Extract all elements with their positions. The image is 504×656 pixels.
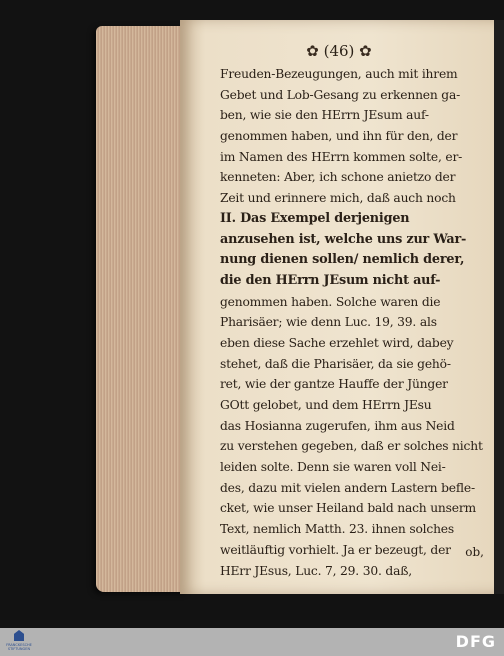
text-line: kenneten: Aber, ich schone anietzo der <box>220 170 456 185</box>
building-icon <box>14 630 24 641</box>
text-line: GOtt gelobet, und dem HErrn JEsu <box>220 398 432 412</box>
text-line: II. Das Exempel derjenigen <box>220 210 410 226</box>
text-line: nung dienen sollen/ nemlich derer, <box>220 252 465 268</box>
text-line: Text, nemlich Matth. 23. ihnen solches <box>220 522 454 537</box>
text-line: im Namen des HErrn kommen solte, er- <box>220 149 463 164</box>
text-line: eben diese Sache erzehlet wird, dabey <box>220 335 454 350</box>
text-line: ret, wie der gantze Hauffe der Jünger <box>220 377 448 392</box>
page-header <box>180 42 498 60</box>
text-line: die den HErrn JEsum nicht auf- <box>220 272 441 288</box>
library-logo[interactable] <box>6 630 32 654</box>
fleuron-icon: ✿ <box>306 42 319 60</box>
text-line: cket, wie unser Heiland bald nach unserm <box>220 501 476 516</box>
text-line: stehet, daß die Pharisäer, da sie gehö- <box>220 356 451 371</box>
page-number: (46) <box>323 42 355 60</box>
library-logo-text: FRANCKESCHE STIFTUNGEN <box>6 643 32 651</box>
text-line: genommen haben. Solche waren die <box>220 294 441 309</box>
text-line: Zeit und erinnere mich, daß auch noch <box>220 191 456 206</box>
catchword: ob, <box>465 545 484 559</box>
fleuron-icon: ✿ <box>359 42 372 60</box>
text-line: Pharisäer; wie denn Luc. 19, 39. als <box>220 315 437 330</box>
text-line: genommen haben, und ihn für den, der <box>220 129 458 144</box>
text-line: das Hosianna zugerufen, ihm aus Neid <box>220 418 455 433</box>
text-line: Gebet und Lob-Gesang zu erkennen ga- <box>220 87 461 102</box>
text-line: weitläuftig vorhielt. Ja er bezeugt, der <box>220 542 451 557</box>
book-spine-shadow <box>494 20 504 594</box>
page-text <box>220 64 484 581</box>
text-line: Freuden-Bezeugungen, auch mit ihrem <box>220 67 458 81</box>
text-line: leiden solte. Denn sie waren voll Nei- <box>220 460 446 475</box>
text-line: zu verstehen gegeben, daß er solches nicht <box>220 439 483 454</box>
text-line: anzusehen ist, welche uns zur War- <box>220 231 467 247</box>
dfg-logo[interactable]: DFG <box>455 632 496 651</box>
text-line: ben, wie sie den HErrn JEsum auf- <box>220 108 429 123</box>
page-edges <box>96 26 188 592</box>
text-line: HErr JEsus, Luc. 7, 29. 30. daß, <box>220 563 412 578</box>
footer-bar <box>0 628 504 656</box>
book-page <box>180 20 498 594</box>
text-line: des, dazu mit vielen andern Lastern befle- <box>220 480 475 495</box>
